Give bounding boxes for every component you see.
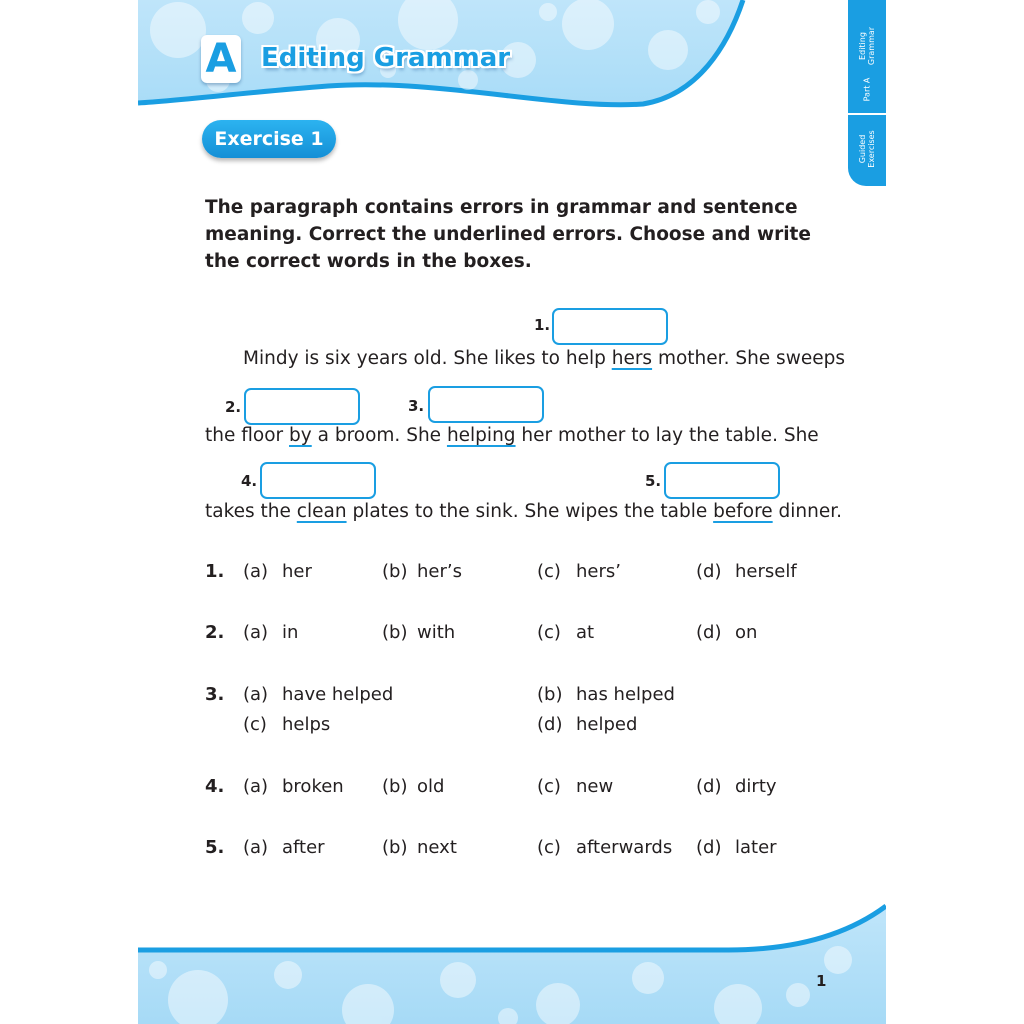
paragraph-text: takes the bbox=[205, 501, 297, 522]
paragraph-text: the floor bbox=[205, 425, 290, 446]
section-title: Editing Grammar bbox=[261, 43, 511, 73]
option-text: after bbox=[282, 837, 325, 858]
side-tab-part: Part A bbox=[862, 77, 872, 102]
side-tab-guided bbox=[858, 119, 876, 179]
option-letter: (b) bbox=[382, 776, 408, 797]
option-text: old bbox=[417, 776, 445, 797]
footer-banner bbox=[138, 900, 886, 1024]
paragraph-line-3 bbox=[205, 501, 843, 522]
option-letter: (c) bbox=[537, 776, 561, 797]
option-3d[interactable] bbox=[537, 714, 637, 735]
option-text: with bbox=[417, 622, 456, 643]
answer-box-number: 3. bbox=[408, 397, 425, 415]
option-text: in bbox=[282, 622, 299, 643]
option-text: her’s bbox=[417, 561, 462, 582]
option-text: hers’ bbox=[576, 561, 621, 582]
workbook-page bbox=[138, 0, 886, 1024]
underlined-error-5: before bbox=[713, 501, 773, 522]
option-4c[interactable] bbox=[537, 776, 613, 797]
option-letter: (c) bbox=[537, 561, 561, 582]
option-4d[interactable] bbox=[696, 776, 777, 797]
paragraph-text: her mother to lay the table. She bbox=[515, 425, 819, 446]
question-number-3: 3. bbox=[205, 684, 225, 705]
answer-box-2[interactable] bbox=[244, 388, 360, 425]
side-tab bbox=[848, 0, 886, 186]
option-5d[interactable] bbox=[696, 837, 777, 858]
option-letter: (a) bbox=[243, 837, 269, 858]
option-letter: (b) bbox=[537, 684, 563, 705]
side-tab-guided-label: Guided bbox=[858, 134, 867, 164]
option-letter: (c) bbox=[537, 837, 561, 858]
option-1c[interactable] bbox=[537, 561, 621, 582]
option-2a[interactable] bbox=[243, 622, 298, 643]
paragraph-text: plates to the sink. She wipes the table bbox=[346, 501, 714, 522]
option-text: her bbox=[282, 561, 312, 582]
option-letter: (d) bbox=[696, 561, 722, 582]
option-letter: (b) bbox=[382, 561, 408, 582]
option-text: later bbox=[735, 837, 777, 858]
option-text: on bbox=[735, 622, 758, 643]
underlined-error-2: by bbox=[289, 425, 312, 446]
option-letter: (b) bbox=[382, 837, 408, 858]
option-3c[interactable] bbox=[243, 714, 330, 735]
option-5c[interactable] bbox=[537, 837, 672, 858]
paragraph-text: dinner. bbox=[772, 501, 843, 522]
option-text: dirty bbox=[735, 776, 777, 797]
option-letter: (a) bbox=[243, 776, 269, 797]
underlined-error-3: helping bbox=[446, 425, 516, 446]
question-number-2: 2. bbox=[205, 622, 225, 643]
question-number-1: 1. bbox=[205, 561, 225, 582]
option-1b[interactable] bbox=[382, 561, 462, 582]
answer-box-1[interactable] bbox=[552, 308, 668, 345]
option-2c[interactable] bbox=[537, 622, 594, 643]
option-2d[interactable] bbox=[696, 622, 757, 643]
underlined-error-4: clean bbox=[296, 501, 347, 522]
option-3b[interactable] bbox=[537, 684, 675, 705]
option-text: herself bbox=[735, 561, 797, 582]
paragraph-line-1 bbox=[205, 348, 845, 369]
question-number-5: 5. bbox=[205, 837, 225, 858]
option-2b[interactable] bbox=[382, 622, 455, 643]
paragraph-text: a broom. She bbox=[311, 425, 447, 446]
underlined-error-1: hers bbox=[611, 348, 653, 369]
option-letter: (d) bbox=[537, 714, 563, 735]
option-text: have helped bbox=[282, 684, 394, 705]
exercise-label: Exercise 1 bbox=[202, 120, 336, 158]
option-3a[interactable] bbox=[243, 684, 393, 705]
question-number-4: 4. bbox=[205, 776, 225, 797]
option-letter: (b) bbox=[382, 622, 408, 643]
paragraph-text: Mindy is six years old. She likes to help bbox=[243, 348, 612, 369]
answer-box-4[interactable] bbox=[260, 462, 376, 499]
option-letter: (a) bbox=[243, 622, 269, 643]
section-letter: A bbox=[201, 35, 241, 83]
option-1a[interactable] bbox=[243, 561, 312, 582]
option-text: helped bbox=[576, 714, 638, 735]
option-letter: (d) bbox=[696, 776, 722, 797]
option-letter: (d) bbox=[696, 837, 722, 858]
answer-box-number: 2. bbox=[225, 398, 242, 416]
side-tab-divider bbox=[848, 113, 886, 115]
option-text: afterwards bbox=[576, 837, 673, 858]
answer-box-number: 1. bbox=[534, 316, 551, 334]
option-letter: (d) bbox=[696, 622, 722, 643]
option-letter: (c) bbox=[243, 714, 267, 735]
option-1d[interactable] bbox=[696, 561, 797, 582]
option-letter: (a) bbox=[243, 561, 269, 582]
paragraph-line-2 bbox=[205, 425, 821, 446]
option-4b[interactable] bbox=[382, 776, 444, 797]
answer-box-number: 5. bbox=[645, 472, 662, 490]
answer-box-3[interactable] bbox=[428, 386, 544, 423]
option-text: helps bbox=[282, 714, 331, 735]
answer-box-number: 4. bbox=[241, 472, 258, 490]
option-text: at bbox=[576, 622, 595, 643]
option-5a[interactable] bbox=[243, 837, 325, 858]
header-banner bbox=[138, 0, 886, 112]
answer-box-5[interactable] bbox=[664, 462, 780, 499]
option-letter: (c) bbox=[537, 622, 561, 643]
option-text: broken bbox=[282, 776, 344, 797]
option-5b[interactable] bbox=[382, 837, 457, 858]
side-tab-editing-label: Editing bbox=[858, 32, 867, 60]
instructions: The paragraph contains errors in grammar and sentence meaning. Correct the underlined errors. Choose and write the correct words in the boxes. bbox=[205, 197, 811, 272]
option-4a[interactable] bbox=[243, 776, 344, 797]
page-number: 1 bbox=[816, 972, 827, 990]
option-text: next bbox=[417, 837, 457, 858]
option-text: new bbox=[576, 776, 614, 797]
option-text: has helped bbox=[576, 684, 675, 705]
paragraph-text: mother. She sweeps bbox=[652, 348, 845, 369]
side-tab-exercises-label: Exercises bbox=[867, 130, 876, 168]
option-letter: (a) bbox=[243, 684, 269, 705]
side-tab-grammar-label: Grammar bbox=[867, 26, 876, 66]
